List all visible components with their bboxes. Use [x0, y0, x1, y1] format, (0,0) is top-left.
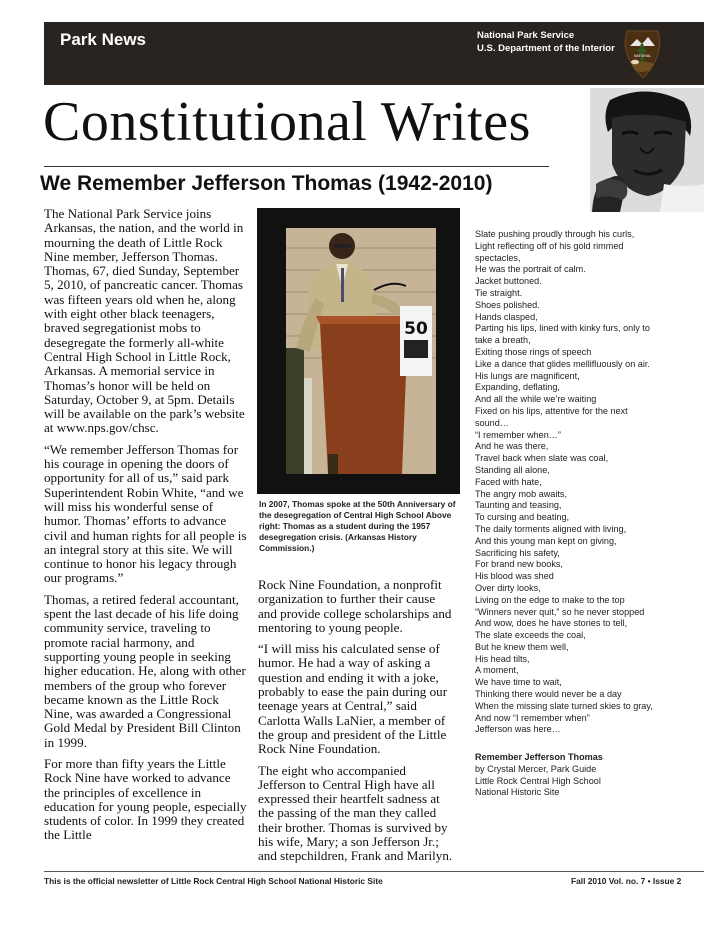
agency-line-1: National Park Service [477, 30, 575, 41]
poem-line: Fixed on his lips, attentive for the next [475, 405, 628, 416]
poem-line: His head tilts, [475, 653, 530, 664]
poem-title: Remember Jefferson Thomas [475, 752, 603, 762]
poem-author-affiliation: Little Rock Central High School [475, 775, 601, 786]
podium-speech-photo [286, 228, 436, 474]
poem-line: And he was there, [475, 441, 549, 452]
article-column-1 [44, 207, 249, 850]
agency-line-2: U.S. Department of the Interior [477, 43, 615, 54]
article-paragraph: “We remember Jefferson Thomas for his courage in opening the doors of opportunity for all of us,” said park Superintendent Robin White, “and we will miss his wonderful sense of humor. Thomas’ efforts to advance civil and human rights for all people is an integral story at this site. We will continue to honor his legacy through our programs.” [44, 441, 247, 586]
poem-line: Thinking there would never be a day [475, 689, 622, 700]
poem-line: Tie straight. [475, 287, 523, 298]
poem-line: We have time to wait, [475, 677, 562, 688]
article-headline: We Remember Jefferson Thomas (1942-2010) [40, 172, 493, 195]
poem-line: His blood was shed [475, 571, 554, 582]
poem-line: Living on the edge to make to the top [475, 594, 625, 605]
agency-name [477, 29, 615, 55]
poem-line: Taunting and teasing, [475, 500, 562, 511]
article-paragraph: Thomas, a retired federal accountant, spent the last decade of his life doing community service, traveling to promote racial harmony, and supporting young people in seeking higher education. He, along with other members of the group who forever became known as the Little Rock Nine, was awarded a Congressional Gold Medal by President Bill Clinton in 1999. [44, 591, 246, 750]
poem-line: He was the portrait of calm. [475, 264, 586, 275]
footer-newsletter-note: This is the official newsletter of Little Rock Central High School National Historic Site [44, 876, 383, 886]
poem-line: Over dirty looks, [475, 582, 541, 593]
article-paragraph: The National Park Service joins Arkansas, the nation, and the world in mourning the death of Little Rock Nine member, Jefferson Thomas. Thomas, 67, died Sunday, September 5, 2010, of pancreatic cancer. Thomas was fifteen years old when he, along with eight other black teenagers, braved segregationist mobs to desegregate the formerly all-white Central High School in Little Rock, Arkansas. A memorial service in Thomas’s honor will be held on Saturday, October 9, at 5pm. Details will be available on the park’s website at www.nps.gov/chsc. [44, 206, 245, 436]
student-portrait-image [590, 88, 704, 212]
poem-line: Shoes polished. [475, 299, 540, 310]
poem-line: “I remember when…” [475, 429, 561, 440]
poem-line: Hands clasped, [475, 311, 538, 322]
poem-line: And now “I remember when” [475, 712, 590, 723]
poem-line: And wow, does he have stories to tell, [475, 618, 628, 629]
poem-line: Travel back when slate was coal, [475, 453, 609, 464]
poem-line: sound… [475, 417, 509, 428]
poem-line: His lungs are magnificent, [475, 370, 580, 381]
poem-line: A moment, [475, 665, 519, 676]
section-title: Park News [60, 30, 146, 49]
poem-line: The daily torments aligned with living, [475, 523, 627, 534]
poem-line: take a breath, [475, 335, 531, 346]
poem [475, 229, 707, 736]
poem-line: “Winners never quit,” so he never stopped [475, 606, 645, 617]
header-bar [44, 22, 704, 85]
poem-line: When the missing slate turned skies to gray, [475, 700, 653, 711]
poem-line: But he knew them well, [475, 641, 569, 652]
article-column-2 [258, 578, 456, 871]
article-paragraph: The eight who accompanied Jefferson to Central High have all expressed their heartfelt sadness at the passing of the man they called their brother. Thomas is survived by his wife, Mary; a son Jefferson Jr.; and stepchildren, Frank and Marilyn. [258, 762, 453, 864]
footer-divider [44, 871, 704, 872]
poem-line: The angry mob awaits, [475, 488, 567, 499]
poem-line: Light reflecting off of his gold rimmed [475, 240, 624, 251]
podium-sign-number: 50 [404, 319, 428, 339]
poem-line: The slate exceeds the coal, [475, 630, 586, 641]
nps-arrowhead-icon [624, 30, 661, 79]
article-paragraph: “I will miss his calculated sense of humor. He had a way of asking a question and ending it with a joke, probably to ease the pain during our teenage years at Central,” said Carlotta Walls LaNier, a member of the group and president of the Little Rock Nine Foundation. [258, 641, 448, 757]
poem-line: Like a dance that glides mellifluously on air. [475, 358, 650, 369]
photo-caption: In 2007, Thomas spoke at the 50th Anniversary of the desegregation of Central High School Above right: Thomas as a student during the 1957 desegregation crisis. (Arkansas History Commission.) [259, 499, 456, 553]
poem-line: Faced with hate, [475, 476, 542, 487]
poem-credit [475, 752, 707, 799]
logo-lettering: NATIONAL [633, 54, 652, 58]
poem-line: spectacles, [475, 252, 521, 263]
poem-line: Standing all alone, [475, 464, 550, 475]
footer-issue-info: Fall 2010 Vol. no. 7 • Issue 2 [571, 876, 682, 886]
poem-line: Jacket buttoned. [475, 276, 542, 287]
poem-line: Sacrificing his safety, [475, 547, 560, 558]
poem-line: Slate pushing proudly through his curls, [475, 229, 635, 239]
poem-line: Exiting those rings of speech [475, 346, 592, 357]
poem-author: by Crystal Mercer, Park Guide [475, 763, 597, 774]
article-paragraph: For more than fifty years the Little Rock Nine have worked to advance the principles of excellence in education for young people, especially students of color. In 1999 they created the Little [44, 755, 247, 843]
poem-line: To cursing and beating, [475, 512, 570, 523]
poem-line: And all the while we’re waiting [475, 394, 597, 405]
poem-line: For brand new books, [475, 559, 563, 570]
article-paragraph: Rock Nine Foundation, a nonprofit organization to further their cause and provide college scholarships and mentoring to young people. [258, 577, 452, 635]
poem-line: Expanding, deflating, [475, 382, 560, 393]
poem-author-affiliation-2: National Historic Site [475, 787, 560, 798]
masthead-title: Constitutional Writes [43, 91, 531, 153]
poem-line: Jefferson was here… [475, 724, 561, 735]
poem-line: Parting his lips, lined with kinky furs, only to [475, 323, 650, 334]
divider [44, 166, 549, 167]
poem-line: And this young man kept on giving, [475, 535, 617, 546]
